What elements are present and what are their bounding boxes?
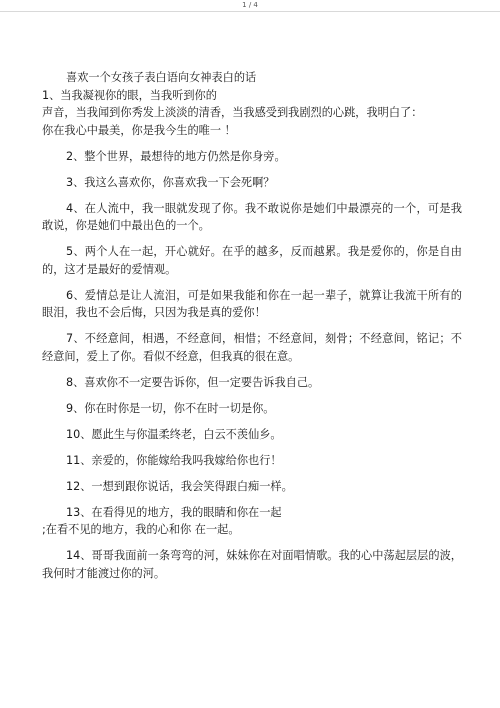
list-item-text: 5、两个人在一起，开心就好。在乎的越多，反而越累。我是爱你的，你是自由的，这才是最好的爱情观。 bbox=[42, 245, 462, 276]
list-item-1 bbox=[42, 87, 462, 140]
list-item-8 bbox=[42, 365, 462, 391]
list-item-text: 4、在人流中，我一眼就发现了你。我不敢说你是她们中最漂亮的一个，可是我敢说，你是她们中最出色的一个。 bbox=[42, 201, 462, 232]
page-indicator: 1 / 4 bbox=[242, 1, 258, 9]
list-item-3 bbox=[42, 165, 462, 191]
list-item-text: 11、亲爱的，你能嫁给我吗我嫁给你也行！ bbox=[66, 453, 282, 467]
list-item-text: 14、哥哥我面前一条弯弯的河，妹妹你在对面唱情歌。我的心中荡起层层的波，我何时才能渡过你的河。 bbox=[42, 549, 462, 580]
list-item-text: 3、我这么喜欢你，你喜欢我一下会死啊？ bbox=[66, 175, 275, 189]
list-item-11 bbox=[42, 443, 462, 469]
list-item-14 bbox=[42, 539, 462, 583]
list-item-6 bbox=[42, 278, 462, 322]
list-item-5 bbox=[42, 235, 462, 279]
list-item-1-line-1: 1、当我凝视你的眼，当我听到你的 bbox=[42, 88, 217, 102]
list-item-1-line-3: 你在我心中最美，你是我今生的唯一 ！ bbox=[42, 123, 236, 137]
list-item-12 bbox=[42, 469, 462, 495]
list-item-text: 10、愿此生与你温柔终老，白云不羡仙乡。 bbox=[66, 427, 282, 441]
list-item-text: 2、整个世界，最想待的地方仍然是你身旁。 bbox=[66, 149, 286, 163]
document-body bbox=[42, 69, 462, 582]
list-item-4 bbox=[42, 191, 462, 235]
list-item-13-line-2: ;在看不见的地方，我的心和你 在一起。 bbox=[42, 523, 240, 536]
list-item-9 bbox=[42, 391, 462, 417]
list-item-text: 12、一想到跟你说话，我会笑得跟白痴一样。 bbox=[66, 479, 293, 493]
list-item-13 bbox=[42, 495, 462, 539]
header-divider bbox=[0, 11, 500, 12]
list-item-text: 7、不经意间，相遇，不经意间，相惜；不经意间，刻骨；不经意间，铭记；不经意间，爱上了你。看似不经意，但我真的很在意。 bbox=[42, 332, 462, 363]
document-title: 喜欢一个女孩子表白语向女神表白的话 bbox=[66, 71, 257, 84]
list-item-7 bbox=[42, 322, 462, 366]
list-item-13-line-1: 13、在看得见的地方，我的眼睛和你在一起 bbox=[66, 505, 282, 519]
list-item-1-line-2: 声音，当我闻到你秀发上淡淡的清香，当我感受到我剧烈的心跳，我明白了： bbox=[42, 106, 423, 119]
list-item-text: 6、爱情总是让人流泪，可是如果我能和你在一起一辈子，就算让我流干所有的眼泪，我也不会后悔，只因为我是真的爱你！ bbox=[42, 288, 462, 319]
list-item-text: 9、你在时你是一切，你不在时一切是你。 bbox=[66, 401, 275, 415]
list-item-10 bbox=[42, 417, 462, 443]
list-item-2 bbox=[42, 139, 462, 165]
list-item-text: 8、喜欢你不一定要告诉你，但一定要告诉我自己。 bbox=[66, 375, 320, 389]
